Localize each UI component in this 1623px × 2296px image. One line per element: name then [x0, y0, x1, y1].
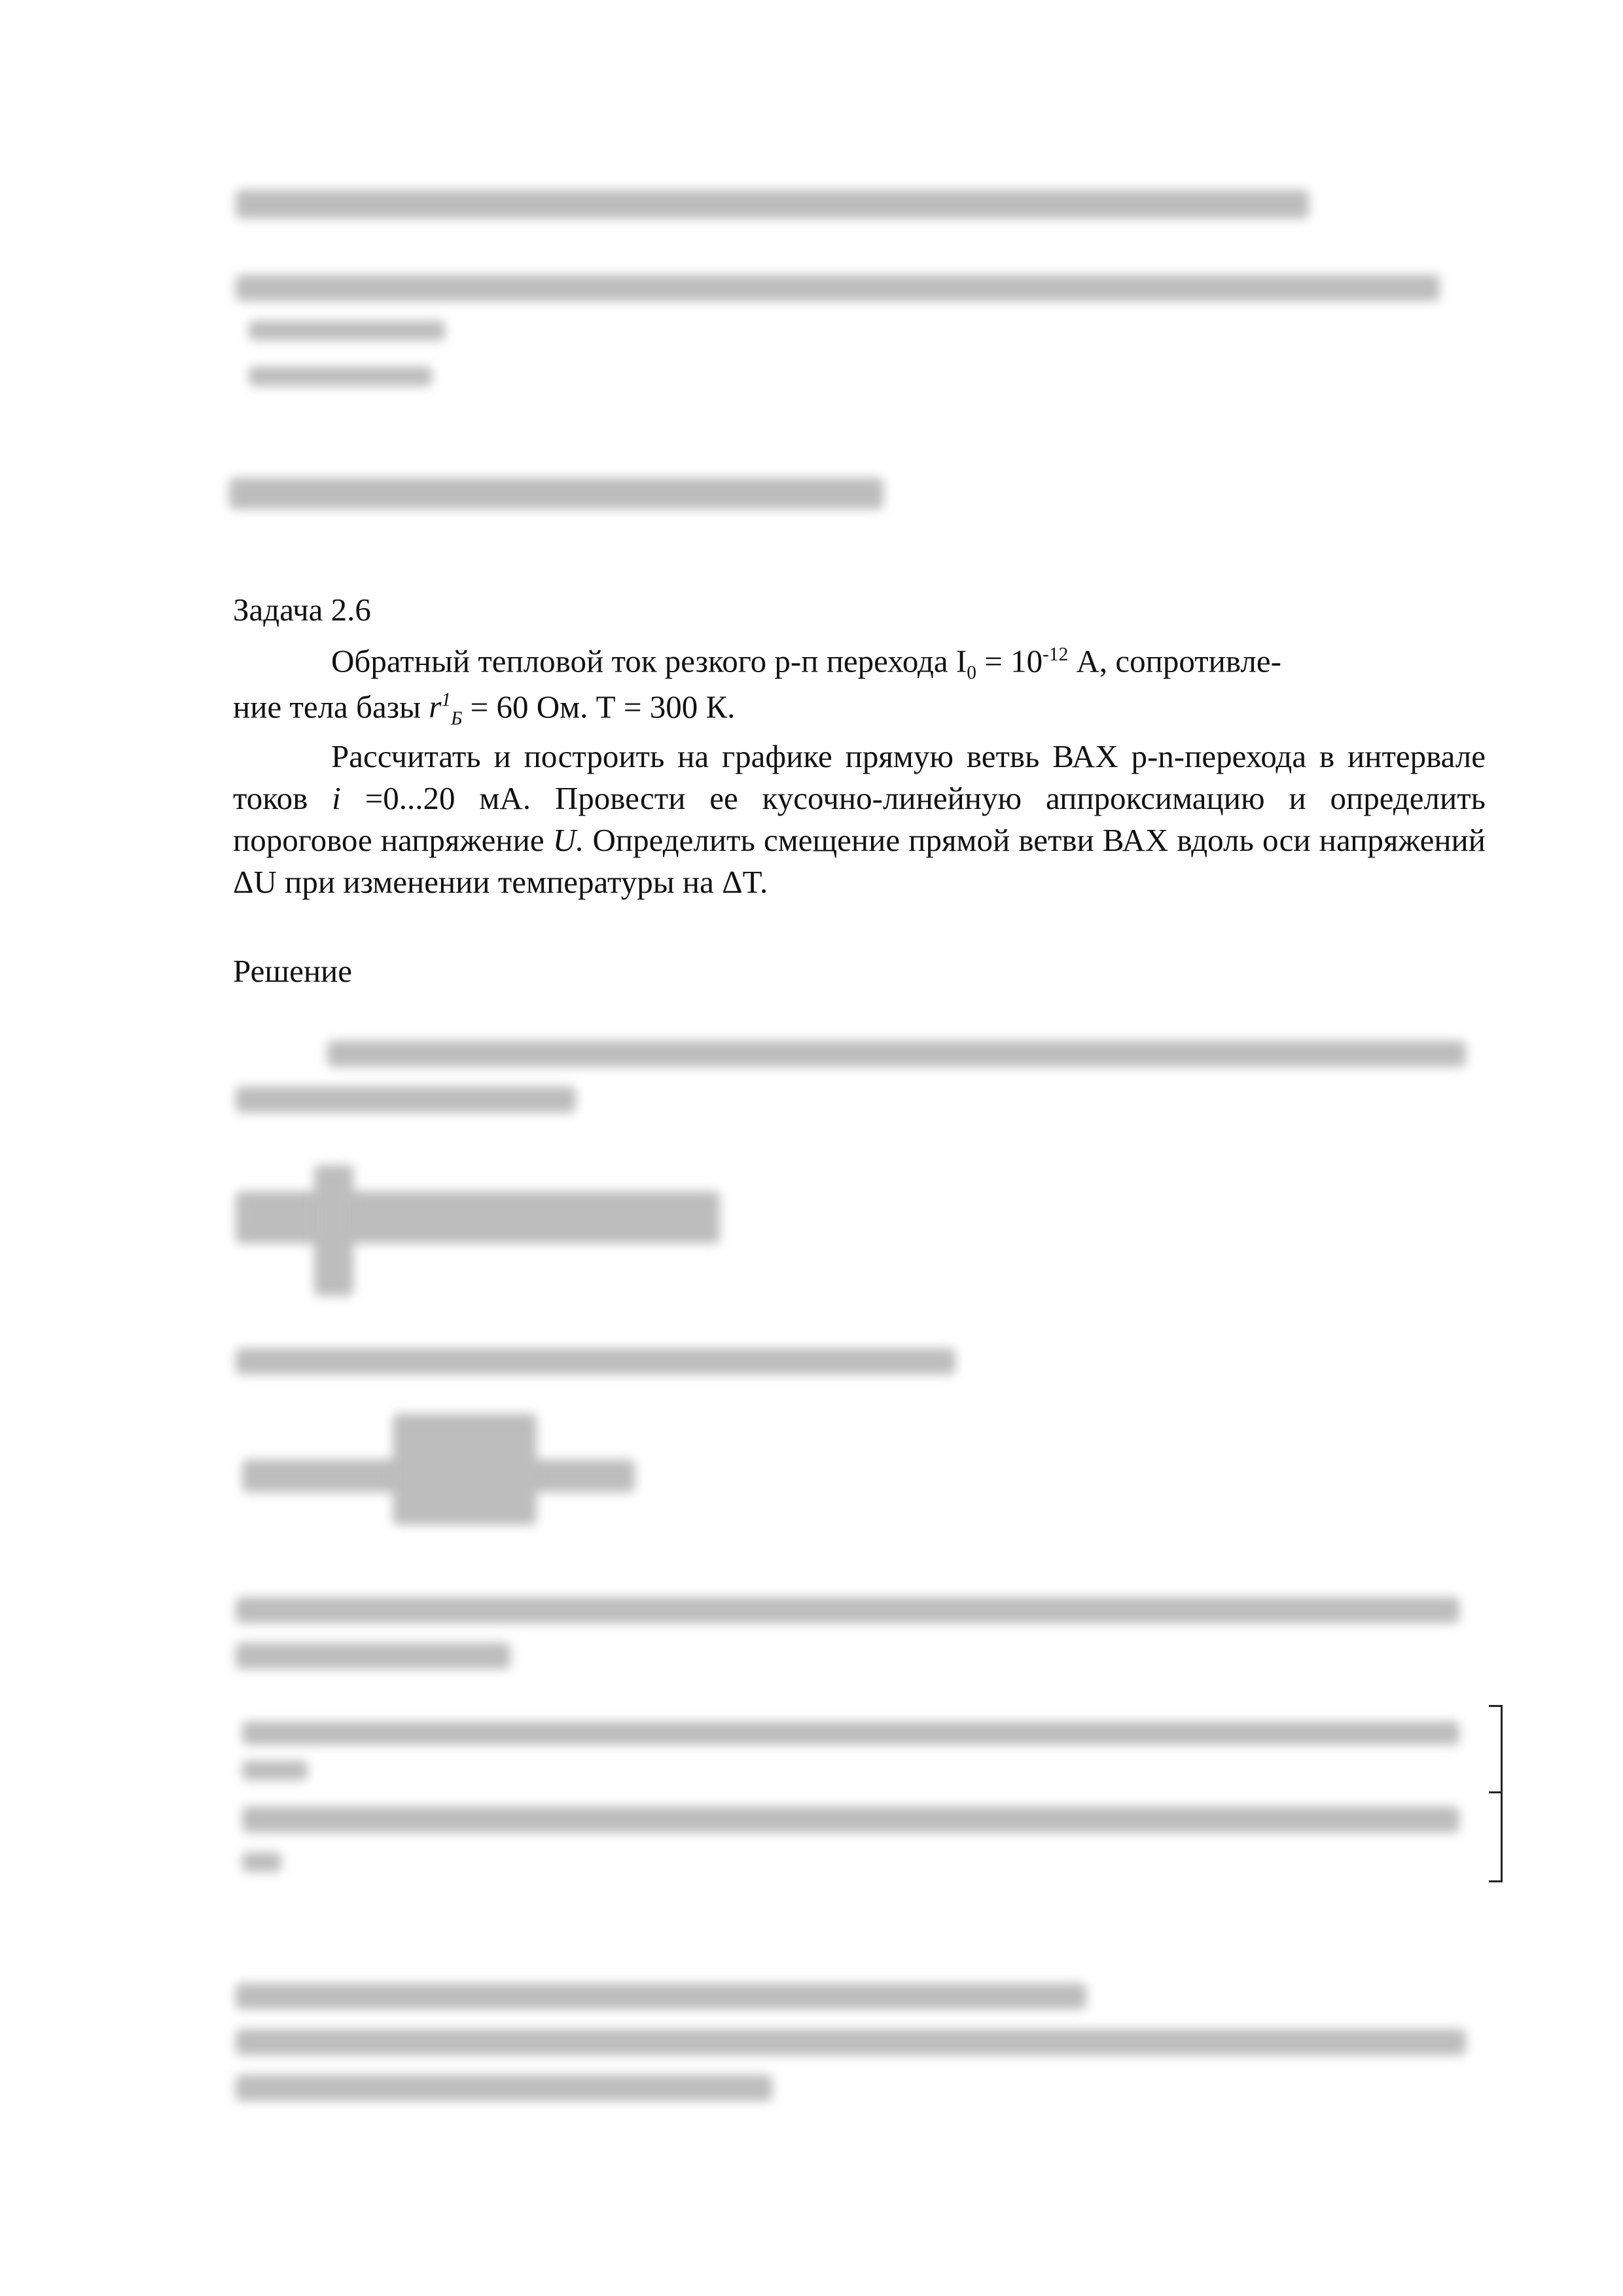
blurred-text-line: [236, 275, 1440, 301]
text-span: ние тела базы: [233, 689, 429, 725]
blurred-formula: [236, 1191, 720, 1244]
blurred-text-line: [327, 1041, 1466, 1067]
blurred-table-row: [242, 1852, 281, 1872]
blurred-text-line: [236, 2075, 772, 2101]
task-paragraph-2: [233, 736, 1486, 903]
blurred-formula-top: [236, 190, 1309, 219]
blurred-text-line: [249, 367, 432, 386]
text-span: = 60 Ом. Т = 300 К.: [462, 689, 736, 725]
blurred-text-line: [236, 2029, 1466, 2055]
blurred-table-row: [242, 1721, 1459, 1745]
table-bracket: [1489, 1705, 1503, 1882]
blurred-text-line: [236, 1348, 955, 1374]
text-span: =0...20 мА. Провести ее кусочно-линейную аппроксимацию и определить пороговое напряжение: [233, 780, 1486, 858]
solution-heading: Решение: [233, 953, 353, 989]
blurred-formula: [314, 1165, 353, 1296]
current-symbol: i: [332, 780, 341, 816]
blurred-text-line: [236, 1983, 1086, 2009]
blurred-table-row: [242, 1761, 308, 1780]
blurred-text-line: [236, 1643, 510, 1669]
text-span: Определить смещение прямой ветви ВАХ вдоль оси напряжений ΔU при изменении температуры на ΔT.: [233, 822, 1486, 900]
task-paragraph-line2: [233, 679, 735, 740]
text-span: А, сопротивле-: [1068, 643, 1281, 679]
blurred-text-line: [249, 321, 445, 340]
task-heading: Задача 2.6: [233, 592, 371, 628]
subscript: 0: [967, 662, 976, 684]
blurred-text-line: [236, 1597, 1459, 1623]
blurred-table-row: [242, 1806, 1459, 1833]
text-span: = 10: [976, 643, 1043, 679]
blurred-answer: [229, 478, 883, 509]
rb-symbol: $r^1_Б$: [429, 689, 463, 730]
blurred-text-line: [236, 1086, 576, 1113]
superscript: -12: [1043, 644, 1069, 665]
text-span: Обратный тепловой ток резкого p-п перехода I: [331, 643, 967, 679]
table-divider: [1489, 1791, 1502, 1793]
voltage-symbol: U.: [552, 822, 584, 858]
text-span: Рассчитать и построить на графике прямую ветвь ВАХ p-n-перехода в интервале токов: [233, 738, 1486, 816]
blurred-formula: [393, 1414, 537, 1525]
